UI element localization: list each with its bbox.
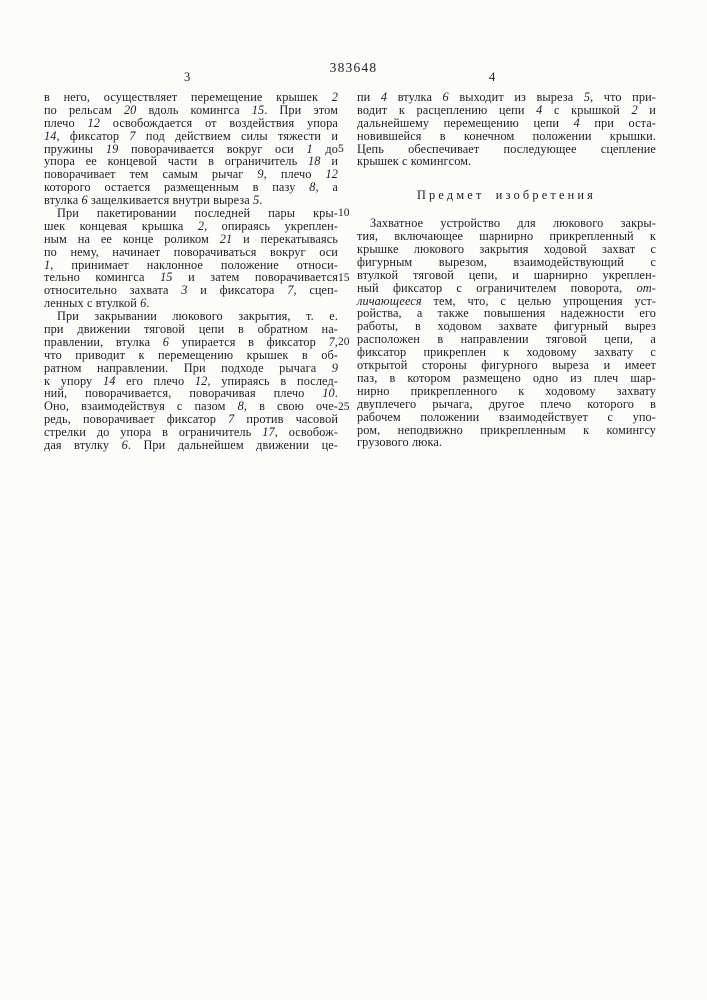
text-line: ройства, а также повышения надежности его xyxy=(357,306,656,321)
text-line: редь, поворачивает фиксатор 7 против часовой xyxy=(44,412,339,427)
text-line: ром, неподвижно прикрепленным к комингсу xyxy=(357,422,656,437)
text-line: работы, в ходовом захвате фигурный вырез xyxy=(357,319,656,334)
text-line: относительно захвата 3 и фиксатора 7, сцеп- xyxy=(44,283,338,298)
text-line: нирно прикрепленного к ходовому захвату xyxy=(357,383,656,398)
text-line: упора ее концевой части в ограничитель 18 и xyxy=(44,154,338,169)
text-line: втулкой тяговой цепи, и шарнирно укреплен- xyxy=(357,267,656,282)
text-line: поворачивает тем самым рычаг 9, плечо 12 xyxy=(44,167,338,182)
text-line: новившейся в конечном положении крышки. xyxy=(357,128,656,143)
text-line: плечо 12 освобождается от воздействия упора xyxy=(44,115,338,130)
text-line: ленных с втулкой 6. xyxy=(44,296,150,311)
text-line: втулка 6 защелкивается внутри выреза 5. xyxy=(44,193,263,208)
paragraph xyxy=(44,310,338,452)
text-line: 14, фиксатор 7 под действием силы тяжести и xyxy=(44,128,339,143)
text-line: шек концевая крышка 2, опираясь укреплен- xyxy=(44,218,338,233)
text-column-right xyxy=(357,91,656,449)
text-line: к упору 14 его плечо 12, упираясь в послед- xyxy=(44,373,338,388)
text-line: стрелки до упора в ограничитель 17, освобож- xyxy=(44,425,338,440)
text-line: ний, поворачивается, поворачивая плечо 10. xyxy=(44,386,338,401)
gutter-line-number: 20 xyxy=(338,336,350,349)
paragraph xyxy=(357,91,656,168)
text-line: открытой стороны фигурного выреза и имеет xyxy=(357,358,656,373)
text-line: дая втулку 6. При дальнейшем движении це- xyxy=(44,438,338,453)
paragraph xyxy=(44,207,338,310)
gutter-line-number: 15 xyxy=(338,271,350,284)
text-line: при движении тяговой цепи в обратном на- xyxy=(44,322,338,337)
column-number-right: 4 xyxy=(489,70,496,84)
patent-number: 383648 xyxy=(329,60,378,75)
section-heading: Предмет изобретения xyxy=(416,188,597,203)
text-line: пружины 19 поворачивается вокруг оси 1 до xyxy=(44,141,338,156)
paragraph xyxy=(357,217,656,449)
text-line: При пакетировании последней пары кры- xyxy=(57,206,338,221)
text-line: фиксатор прикреплен к ходовому захвату с xyxy=(357,345,656,360)
text-line: ным на ее конце роликом 21 и перекатываясь xyxy=(44,231,338,246)
text-line: крышек с комингсом. xyxy=(357,154,472,169)
text-line: двуплечего рычага, другое плечо которого в xyxy=(357,396,656,411)
text-line: крышке люкового закрытия ходовой захват с xyxy=(357,242,656,257)
text-line: паз, в котором размещено одно из плеч шар- xyxy=(357,370,656,385)
text-line: расположен в направлении тяговой цепи, а xyxy=(357,332,656,347)
text-line: правлении, втулка 6 упирается в фиксатор 7, xyxy=(44,334,338,349)
gutter-line-number: 25 xyxy=(338,400,350,413)
text-line: водит к расцеплению цепи 4 с крышкой 2 и xyxy=(357,102,656,117)
text-line: Захватное устройство для люкового закры- xyxy=(370,216,656,231)
text-line: что приводит к перемещению крышек в об- xyxy=(44,347,338,362)
text-line: пи 4 втулка 6 выходит из выреза 5, что при- xyxy=(357,90,656,104)
gutter-line-number: 10 xyxy=(338,207,350,220)
text-line: фигурным вырезом, взаимодействующий с xyxy=(357,254,656,269)
text-column-left xyxy=(44,91,338,452)
text-line: При закрывании люкового закрытия, т. е. xyxy=(57,309,338,324)
text-line: дальнейшему перемещению цепи 4 при оста- xyxy=(357,115,656,130)
text-line: грузового люка. xyxy=(357,435,443,450)
text-line: Цепь обеспечивает последующее сцепление xyxy=(357,141,656,156)
text-line: ный фиксатор с ограничителем поворота, от- xyxy=(357,280,656,295)
text-line: которого остается размещенным в пазу 8, а xyxy=(44,180,338,195)
text-line: личающееся тем, что, с целью упрощения уст- xyxy=(357,293,656,308)
text-line: тельно комингса 15 и затем поворачивается xyxy=(44,270,338,285)
text-line: 1, принимает наклонное положение относи- xyxy=(44,257,338,272)
gutter-line-numbers xyxy=(338,0,358,1000)
paragraph xyxy=(44,91,338,207)
text-line: ратном направлении. При подходе рычага 9 xyxy=(44,360,338,375)
text-line: по нему, начинает поворачиваться вокруг оси xyxy=(44,244,338,259)
text-line: рабочем положении взаимодействует с упо- xyxy=(357,409,656,424)
text-line: по рельсам 20 вдоль комингса 15. При этом xyxy=(44,102,338,117)
text-line: Оно, взаимодействуя с пазом 8, в свою оче- xyxy=(44,399,338,414)
column-number-left: 3 xyxy=(184,70,191,84)
text-line: в него, осуществляет перемещение крышек 2 xyxy=(44,90,338,104)
gutter-line-number: 5 xyxy=(338,142,344,155)
text-line: тия, включающее шарнирно прикрепленный к xyxy=(357,229,656,244)
